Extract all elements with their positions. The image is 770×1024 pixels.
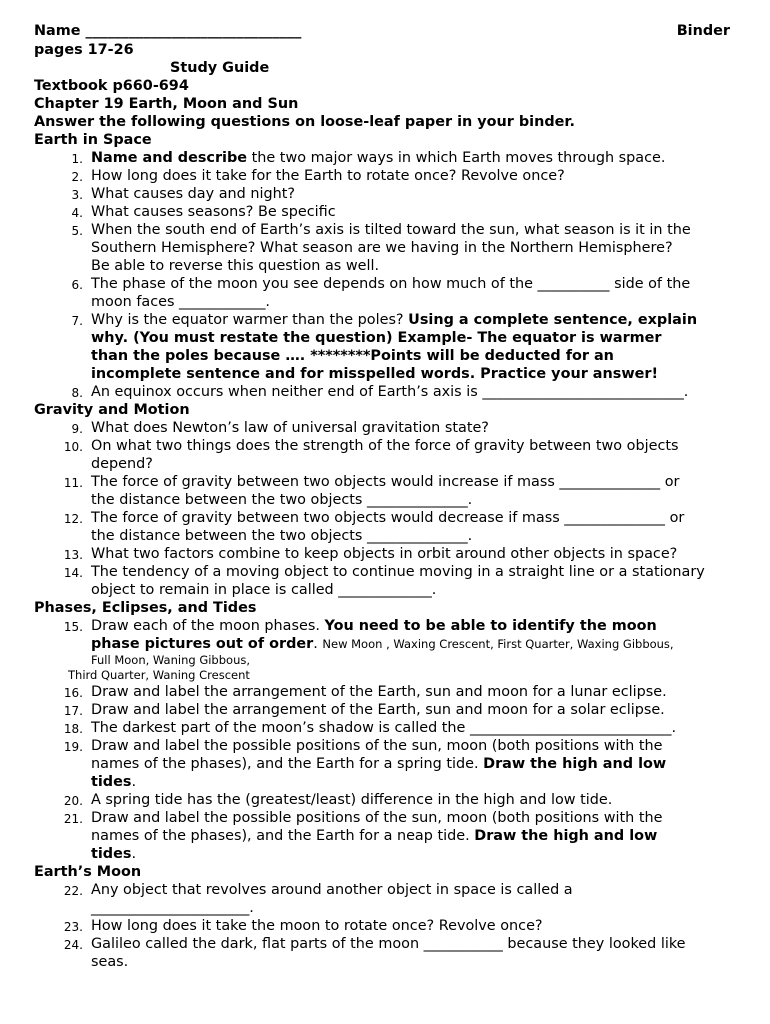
- question-number: 13.: [63, 548, 83, 562]
- question-number: 8.: [71, 386, 83, 400]
- question-text: What two factors combine to keep objects in orbit around other objects in space?: [91, 546, 678, 562]
- question-1: [34, 149, 734, 167]
- question-number: 9.: [71, 422, 83, 436]
- question-number: 21.: [63, 812, 83, 826]
- question-number: 2.: [71, 170, 83, 184]
- question-text-bold: You need to be able to identify the moon: [324, 618, 657, 634]
- question-list-earth-in-space: [34, 149, 734, 401]
- question-text: Why is the equator warmer than the poles?: [91, 312, 409, 328]
- question-19: [34, 737, 734, 791]
- question-2: [34, 167, 734, 185]
- study-guide-page: [34, 23, 734, 971]
- question-text: the distance between the two objects ______________.: [91, 492, 473, 508]
- question-text: Draw and label the possible positions of the sun, moon (both positions with the: [91, 810, 663, 826]
- question-16: [34, 683, 734, 701]
- question-text: When the south end of Earth’s axis is tilted toward the sun, what season is it in the: [91, 222, 691, 238]
- question-14: [34, 563, 734, 599]
- question-number: 4.: [71, 206, 83, 220]
- question-text: The darkest part of the moon’s shadow is called the ____________________________.: [91, 720, 677, 736]
- question-number: 16.: [63, 686, 83, 700]
- question-3: [34, 185, 734, 203]
- question-text: moon faces ____________.: [91, 294, 270, 310]
- question-text: The force of gravity between two objects would increase if mass ______________ or: [91, 474, 680, 490]
- question-13: [34, 545, 734, 563]
- binder-label: Binder: [676, 23, 730, 39]
- question-text: How long does it take the moon to rotate once? Revolve once?: [91, 918, 543, 934]
- question-text: Draw and label the arrangement of the Earth, sun and moon for a lunar eclipse.: [91, 684, 667, 700]
- question-9: [34, 419, 734, 437]
- question-text: The phase of the moon you see depends on how much of the __________ side of the: [91, 276, 691, 292]
- question-text-bold: why. (You must restate the question) Example- The equator is warmer: [91, 330, 662, 346]
- section-earth-in-space: Earth in Space: [34, 132, 152, 148]
- question-list-gravity: [34, 419, 734, 599]
- question-text: depend?: [91, 456, 153, 472]
- question-number: 1.: [71, 152, 83, 166]
- question-23: [34, 917, 734, 935]
- section-phases-eclipses-tides: Phases, Eclipses, and Tides: [34, 600, 257, 616]
- question-text: Any object that revolves around another object in space is called a: [91, 882, 573, 898]
- question-number: 15.: [63, 620, 83, 634]
- question-text-bold: Draw the high and low: [483, 756, 667, 772]
- question-text-bold: incomplete sentence and for misspelled words. Practice your answer!: [91, 366, 659, 382]
- question-text-bold: Using a complete sentence, explain: [408, 312, 698, 328]
- question-number: 23.: [63, 920, 83, 934]
- question-number: 20.: [63, 794, 83, 808]
- question-text-bold: Name and describe: [91, 150, 248, 166]
- question-number: 5.: [71, 224, 83, 238]
- question-11: [34, 473, 734, 509]
- question-text-bold: tides: [91, 774, 132, 790]
- question-text: Draw and label the arrangement of the Earth, sun and moon for a solar eclipse.: [91, 702, 665, 718]
- question-text: .: [131, 846, 137, 862]
- question-text: names of the phases), and the Earth for a neap tide.: [91, 828, 475, 844]
- textbook-ref: Textbook p660-694: [34, 78, 189, 94]
- moon-phase-list: New Moon , Waxing Crescent, First Quarter, Waxing Gibbous,: [322, 637, 674, 651]
- question-text: the distance between the two objects ______________.: [91, 528, 473, 544]
- question-number: 10.: [63, 440, 83, 454]
- question-number: 18.: [63, 722, 83, 736]
- question-text-bold: tides: [91, 846, 132, 862]
- question-4: [34, 203, 734, 221]
- question-text-bold: Draw the high and low: [474, 828, 658, 844]
- question-number: 17.: [63, 704, 83, 718]
- question-text: the two major ways in which Earth moves through space.: [247, 150, 666, 166]
- moon-phase-list: Full Moon, Waning Gibbous,: [91, 653, 251, 667]
- chapter-title: Chapter 19 Earth, Moon and Sun: [34, 96, 299, 112]
- question-list-phases-cont: [34, 683, 734, 863]
- question-22: [34, 881, 734, 917]
- name-binder-row: [34, 23, 734, 41]
- question-text: names of the phases), and the Earth for a spring tide.: [91, 756, 484, 772]
- question-7: [34, 311, 734, 383]
- name-label: Name ______________________________: [34, 23, 302, 39]
- moon-phase-list-continued: Third Quarter, Waning Crescent: [68, 668, 250, 682]
- question-number: 6.: [71, 278, 83, 292]
- question-text-bold: phase pictures out of order: [91, 636, 314, 652]
- question-text: What does Newton’s law of universal gravitation state?: [91, 420, 489, 436]
- question-text: .: [313, 636, 323, 652]
- question-text: Be able to reverse this question as well.: [91, 258, 380, 274]
- question-number: 19.: [63, 740, 83, 754]
- question-text: .: [131, 774, 137, 790]
- question-number: 14.: [63, 566, 83, 580]
- question-text: Southern Hemisphere? What season are we having in the Northern Hemisphere?: [91, 240, 673, 256]
- question-number: 11.: [63, 476, 83, 490]
- page-title: Study Guide: [170, 60, 270, 76]
- question-20: [34, 791, 734, 809]
- question-number: 22.: [63, 884, 83, 898]
- question-text: On what two things does the strength of the force of gravity between two objects: [91, 438, 679, 454]
- question-text: A spring tide has the (greatest/least) difference in the high and low tide.: [91, 792, 613, 808]
- question-15: [34, 617, 734, 668]
- question-17: [34, 701, 734, 719]
- question-text: The force of gravity between two objects would decrease if mass ______________ or: [91, 510, 685, 526]
- question-text: object to remain in place is called _____________.: [91, 582, 437, 598]
- question-12: [34, 509, 734, 545]
- question-number: 12.: [63, 512, 83, 526]
- question-8: [34, 383, 734, 401]
- question-number: 24.: [63, 938, 83, 952]
- section-earths-moon: Earth’s Moon: [34, 864, 142, 880]
- question-list-phases: [34, 617, 734, 668]
- instructions: Answer the following questions on loose-leaf paper in your binder.: [34, 114, 575, 130]
- question-text: What causes seasons? Be specific: [91, 204, 336, 220]
- question-list-moon: [34, 881, 734, 971]
- question-number: 3.: [71, 188, 83, 202]
- question-18: [34, 719, 734, 737]
- question-21: [34, 809, 734, 863]
- question-6: [34, 275, 734, 311]
- section-gravity-and-motion: Gravity and Motion: [34, 402, 190, 418]
- question-number: 7.: [71, 314, 83, 328]
- question-5: [34, 221, 734, 275]
- pages-label: pages 17-26: [34, 42, 134, 58]
- question-text: Galileo called the dark, flat parts of the moon ___________ because they looked like: [91, 936, 686, 952]
- question-text: An equinox occurs when neither end of Earth’s axis is ____________________________.: [91, 384, 689, 400]
- question-24: [34, 935, 734, 971]
- question-text: The tendency of a moving object to continue moving in a straight line or a stationary: [91, 564, 705, 580]
- question-10: [34, 437, 734, 473]
- question-text: ______________________.: [91, 900, 254, 916]
- question-text: Draw each of the moon phases.: [91, 618, 325, 634]
- question-text: seas.: [91, 954, 129, 970]
- question-text: What causes day and night?: [91, 186, 296, 202]
- question-text-bold: than the poles because …. ********Points will be deducted for an: [91, 348, 614, 364]
- question-text: How long does it take for the Earth to rotate once? Revolve once?: [91, 168, 565, 184]
- question-text: Draw and label the possible positions of the sun, moon (both positions with the: [91, 738, 663, 754]
